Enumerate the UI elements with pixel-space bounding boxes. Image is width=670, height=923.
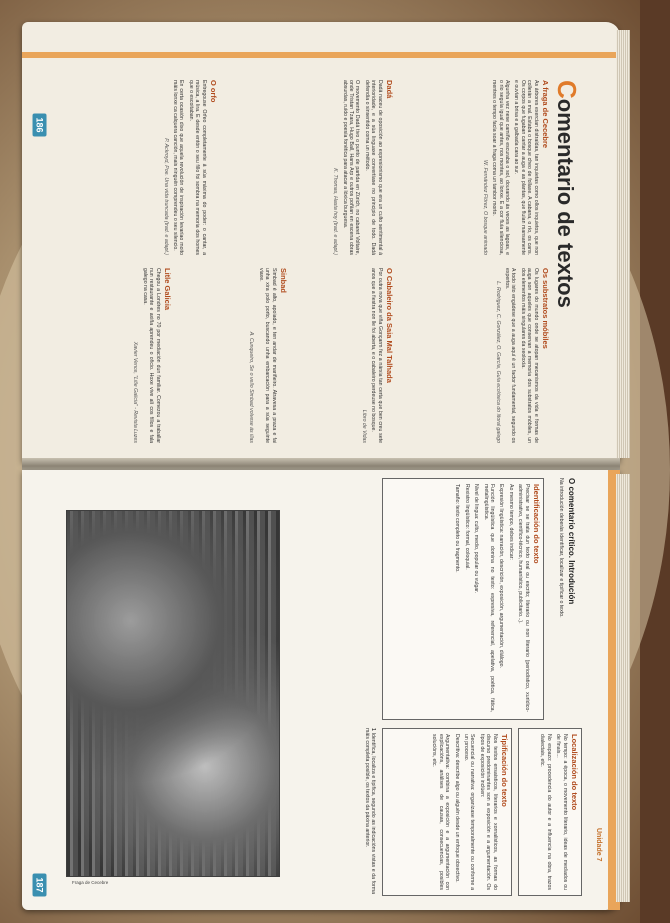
task-text: Identifica, localiza e tipifica, segundo as indicacións vistas e da forma máis completa posible, os textos da páxina anterior. [363,728,376,894]
cabaleiro-credit: Libro de Vidas [360,409,367,443]
orfo-credit: P. Ackroyd, Poe. Una vida truncada (trad. e adapt.) [162,138,169,255]
box-localizacion [518,728,582,896]
text-column-cabaleiro [292,268,392,443]
page-header-band [22,52,620,58]
intro-text: Na introdución deberás identificar, localizar e tipificar o texto. [558,478,564,618]
substratos-credit: L. Rodríguez, C. González, O. García, Guía ecolóxica do litoral galego [494,281,501,443]
dada-paragraph-1: Dadá naceu de oposición ao expresionismo que era un culto sentimental á interioridade, e a súa linguaxe convertíase no principio de todo. Dadá defendía o sinsentido coma un método. [363,80,383,255]
cecebre-credit: W. Fernández Flórez, O bosque animado [481,160,488,255]
box-localizacion-item-2: No espazo: procedencia do autor e a influencia na obra, trazos dialectais, etc. [539,734,552,890]
litle-galicia-paragraph-1: Chegou a Londres no 70 por mediación dun familiar. Comezou a traballar nun restaurante e axiña aprendeu o oficio. Hoxe vive alí cos fillos e fala galego na casa. [141,268,161,443]
text-column-orfo [46,80,216,255]
box-identificacion-item-4: Rexistro lingüístico: formal, coloquial. [463,484,470,570]
cecebre-paragraph-1: As árbores exercían distraídas, tan inquietas como ollos inquietos, que non collerán a mal. Estaba o bosque cheo de follaxe. A cabana, o río, os cans. Os corpos que fugaban cantar a auga e as plantas, que fluían mansamente e ouvían a brisa e a galbada cara ao sur. [513,80,539,255]
box-localizacion-title: Localización do texto [570,734,579,811]
page-edges-top [616,30,630,458]
substratos-paragraph-1: Os lugares do mundo onde se atopan mecanismos da vida e formas de auga son aqueles que conservan a memoria dos substratos móbiles, un dos elementos máis singulares da xeoloxía. [519,268,539,443]
box-identificacion-item-3: Nivel de lingua: culto, medio, popular ou vulgar. [473,484,480,594]
section-title-sinbad: Sinbad [279,268,288,294]
dada-paragraph-2: O movemento Dadá tivo o punto de partida en Zürich, no cabaret Voltaire, onde Tristan Tzara, Hugo Ball, Hans Arp e outros poñían en escena obras absurdas, ruído e poesía fonética para atacar a lóxica burguesa. [341,80,361,255]
box-tipificacion-item-1: Secuencial ou narrativa: organizase temporalmente ou conforme a un proceso. [462,734,476,890]
text-column-substratos [398,268,548,443]
box-tipificacion-text [387,734,507,890]
text-column-cecebre [398,80,548,255]
unit-label: Unidade 7 [595,828,602,862]
box-tipificacion-item-2: Descritiva: describe algo ou alguén desde un enfoque obxectivo. [453,734,460,883]
litle-galicia-credit: Xavier Vence, "Litle Galicia" - Revista Luzes [132,341,139,443]
box-identificacion-item-5: Tamaño: texto completo ou fragmento. [454,484,461,573]
page-187-content [304,478,604,898]
box-identificacion-text [387,484,539,712]
open-textbook [22,22,620,910]
sinbad-credit: A. Cunqueiro, Se o vello Simbad volvese ás illas [248,331,255,443]
section-title-orfo: O orfo [209,80,218,103]
box-identificacion-item-2: Función lingüística que domina no texto: expresiva, referencial, apelativa, poética, fática, metalingüística. [482,484,495,712]
page-title: Comentario de textos [552,80,582,308]
substratos-paragraph-2: A todo isto engádese que a auga aquí é un factor fundamental, segundo os expertos. [503,268,517,443]
orfo-paragraph-2: En certa ocasión dixo que aquela revolución de inspiración levaríao moito máis lonxe ca calquera canción, mais ninguén comprendeu o seu silencio. [171,80,185,255]
box-tipificacion-p1: Nos textos ensaísticos, literarios e xornalísticos, as formas do discurso predominantes son a exposición e a argumentación. Os tipos de exposición inclúen: [478,734,498,890]
forest-photo [66,510,280,877]
page-number-top: 186 [33,113,47,136]
box-identificacion-p2: Ao mesmo tempo, debes indicar: [507,484,514,560]
text-column-sinbad [176,268,286,443]
box-identificacion-p1: Precisar se se trata dun texto oral ou escrito; literario ou non literario (periodístico, xurídico-administrativo, científico-técnico, humanístico, publicitario...). [517,484,530,712]
page-number-bottom: 187 [33,873,47,896]
box-localizacion-item-1: No tempo: a época, o movemento literario, ideas de mediados ou de finais... [555,734,568,890]
section-title-cecebre: A fraga de Cecebre [541,80,550,149]
page-edges-bottom [616,474,630,902]
task-block [336,728,376,894]
text-column-dada [222,80,392,255]
box-identificacion-item-1: Expresión lingüística: narración, descrición, exposición, argumentación, diálogo. [498,484,505,668]
task-number: 1 [370,728,376,731]
page-187 [22,470,620,910]
sinbad-paragraph-1: Simbad é alto, apoiado, e ten andar de mariñeiro. Atravesa a praza e fai unha xira polo porto, buscando unha embarcación para a súa seguinte viaxe. [257,268,277,443]
page-186 [22,22,620,462]
page-186-content [42,80,582,450]
section-title-substratos: Os substratos móbiles [541,268,550,349]
text-column-litle-galicia [50,268,170,443]
section-title: O comentario crítico. Introdución [567,478,576,605]
box-tipificacion [382,728,512,896]
box-identificacion-title: Identificación do texto [532,484,541,564]
photo-caption: Fraga de Cecebre [72,880,109,885]
dada-credit: K. Thomas, Hasta hoy (trad. e adapt.) [332,168,339,255]
box-tipificacion-title: Tipificación do texto [500,734,509,807]
box-identificacion [382,478,544,720]
box-localizacion-text [521,734,577,890]
box-tipificacion-item-3: Argumentativa: combina a exposición e a argumentación con explicacións, análises de causas, consecuencias, posibles solucións, etc. [431,734,451,890]
cabaleiro-paragraph-1: Por outra nova que viña Gonçarm fez a nárxia tan certa que ben creu sete anos que a fiestra non lle foi aberta, e o cabaleiro perdeuse no bosque. [370,268,383,443]
section-title-litle-galicia: Litle Galicia [163,268,172,311]
cecebre-paragraph-2: Algunha vez nese camiño escuraba o sol, dourando ás veces as lagoas, e o río seguía igual que antes, nos montes, ao lonxe. E a cor fluía silenciosa, mentres o tempo facía soar a fraga coma un tambor morto. [491,80,510,255]
section-title-cabaleiro: O Cabaleiro da Saia Mal Talhada [385,268,394,383]
orfo-paragraph-1: Entregouse Orfeo completamente á súa máxima do poder: o cantar, a música, a lira. E desde entón o seu fillo foi sombra na memoria dos homes que o escoitaban. [187,80,207,255]
section-title-dada: Dadá [385,80,394,99]
